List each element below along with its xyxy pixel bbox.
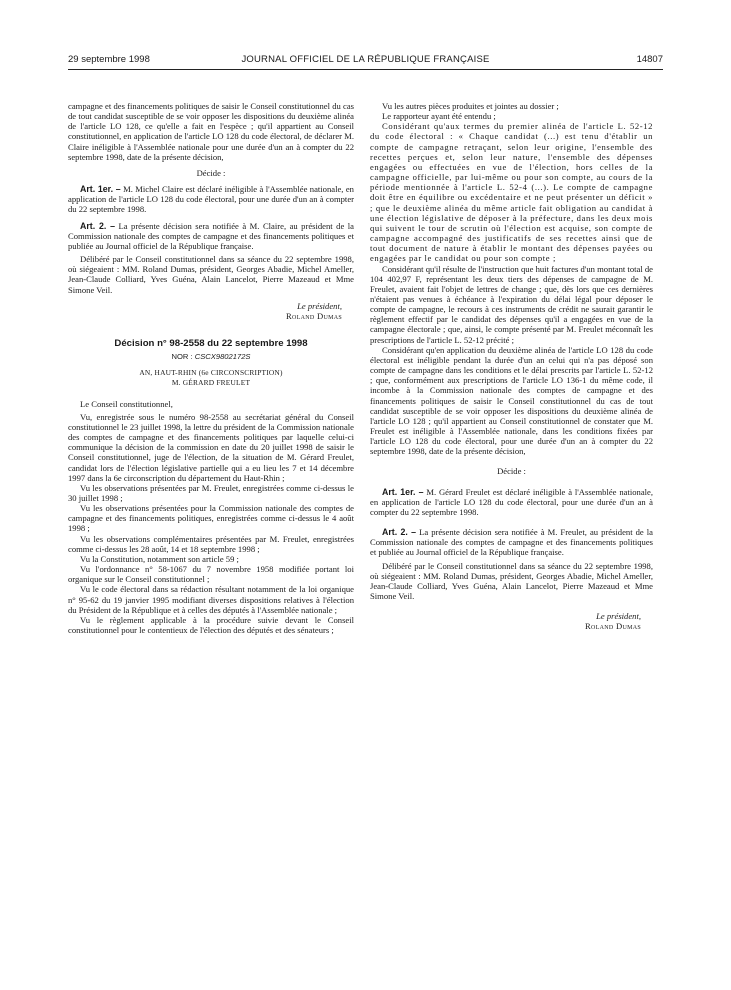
visa-paragraph: Vu la Constitution, notamment son article 59 ; (80, 553, 239, 564)
conseil-heading: Le Conseil constitutionnel, (80, 398, 173, 409)
article-label: Art. 2. – (382, 527, 417, 538)
article-2 (68, 221, 354, 251)
considerant-paragraph: Considérant qu'aux termes du premier alinéa de l'article L. 52-12 du code électoral : « Chaque candidat (...) est tenu d'établir un compte de campagne retraçant, selon leur origine, l'ensemble des recettes perçues et, selon leur nature, l'ensemble des dépenses engagées ou effectuées en vue de l'élection, hors celles de la campagne officielle, par lui-même ou pour son compte, au cours de la période mentionnée à l'article L. 52-4 (...). Le compte de campagne doit être en équilibre ou excédentaire et ne peut présenter un déficit » ; que le deuxième alinéa du même article fait obligation au candidat à une élection législative de déposer à la préfecture, dans les deux mois qui suivent le tour de scrutin où l'élection est acquise, son compte de campagne accompagné des justificatifs de ses recettes ainsi que de tout document de nature à établir le montant des dépenses payées ou engagées par le candidat ou pour son compte ; (370, 121, 653, 264)
signature-name: Roland Dumas (584, 621, 641, 632)
article-label: Art. 1er. – (382, 486, 424, 497)
rapporteur-line: Le rapporteur ayant été entendu ; (382, 111, 496, 122)
header-date: 29 septembre 1998 (68, 54, 150, 65)
considerant-paragraph: Considérant qu'il résulte de l'instruction que huit factures d'un montant total de 104 402,97 F, représentant les deux tiers des dépenses de campagne de M. Freulet, avaient fait l'objet de lettres de change ; que, dès lors que ces dernières n'étaient pas venues à échéance à l'expiration du délai légal pour déposer le compte de campagne, le recours à ces instruments de crédit ne saurait garantir le règlement effectif par le candidat des dépenses qu'il a engagées en vue de la campagne électorale ; que, ainsi, le compte présenté par M. Freulet méconnaît les prescriptions de l'article L. 52-12 précité ; (370, 263, 653, 345)
article-text: M. Michel Claire est déclaré inéligible à l'Assemblée nationale, en application de l'article LO 128 du code électoral, pour une durée d'un an à compter du 22 septembre 1998. (68, 184, 354, 215)
nor-label: NOR : (171, 352, 193, 362)
article-1 (68, 184, 354, 214)
signature-name: Roland Dumas (285, 310, 342, 321)
candidate-name: M. GÉRARD FREULET (171, 378, 251, 388)
visa-paragraph: Vu les autres pièces produites et jointes au dossier ; (382, 101, 559, 111)
deliberation: Délibéré par le Conseil constitutionnel dans sa séance du 22 septembre 1998, où siégeaient : MM. Roland Dumas, président, Georges Abadie, Michel Ameller, Jean-Claude Colliard, Yves Guéna, Alain Lancelot, Pierre Mazeaud et Mme Simone Veil. (68, 254, 354, 295)
article-label: Art. 1er. – (80, 184, 121, 195)
article-text: La présente décision sera notifiée à M. Freulet, au président de la Commission nationale des comptes de campagne et des financements politiques et publiée au Journal officiel de la République française. (370, 527, 653, 558)
constituency: AN, HAUT-RHIN (6e CIRCONSCRIPTION) (139, 368, 283, 378)
journal-title: JOURNAL OFFICIEL DE LA RÉPUBLIQUE FRANÇAISE (241, 54, 490, 65)
header-rule (68, 69, 663, 70)
visa-paragraph: Vu le code électoral dans sa rédaction résultant notamment de la loi organique n° 95-62 du 19 janvier 1995 modifiant diverses dispositions relatives à l'élection du Président de la République et à celles des députés à l'Assemblée nationale ; (68, 584, 354, 615)
considerant-paragraph: Considérant qu'en application du deuxième alinéa de l'article LO 128 du code électoral est inéligible pendant la durée d'un an celui qui n'a pas déposé son compte de campagne dans les conditions et le délai prescrits par l'article L. 52-12 ; que, conformément aux prescriptions de l'article LO 136-1 du même code, il incombe à la Commission nationale des comptes de campagne et des financements politiques de saisir le Conseil constitutionnel du cas de tout candidat susceptible de se voir opposer les dispositions du deuxième alinéa de l'article LO 128 ; qu'il appartient au Conseil constitutionnel de constater que M. Freulet est inéligible à l'Assemblée nationale, dans les conditions fixées par l'article LO 128 du code électoral, pour une durée d'un an à compter du 22 septembre 1998, date de la présente décision, (370, 344, 653, 457)
decide-heading: Décide : (196, 167, 226, 178)
nor-code: CSCX9802172S (194, 352, 251, 362)
article-1 (370, 487, 653, 517)
article-text: M. Gérard Freulet est déclaré inéligible à l'Assemblée nationale, en application de l'article LO 128 du code électoral, pour une durée d'un an à compter du 22 septembre 1998. (370, 486, 653, 517)
right-column (370, 101, 653, 632)
signature-title: Le président, (596, 611, 641, 622)
decide-heading: Décide : (497, 466, 526, 477)
visa-paragraph: Vu, enregistrée sous le numéro 98-2558 au secrétariat général du Conseil constitutionnel le 23 juillet 1998, la lettre du président de la Commission nationale des comptes de campagne et des financements politiques par laquelle celui-ci communique la décision de la commission en date du 20 juillet 1998 de saisir le Conseil constitutionnel, juge de l'élection, de la situation de M. Gérard Freulet, candidat lors de l'élection législative partielle qui a eu lieu les 7 et 14 décembre 1997 dans la 6e circonscription du département du Haut-Rhin ; (68, 411, 354, 483)
visa-paragraph: Vu le règlement applicable à la procédure suivie devant le Conseil constitutionnel pour le contentieux de l'élection des députés et des sénateurs ; (68, 614, 354, 636)
visa-paragraph: Vu les observations présentées pour la Commission nationale des comptes de campagne et des financements politiques, enregistrées comme ci-dessus le 4 août 1998 ; (68, 503, 354, 534)
page-number: 14807 (636, 54, 663, 65)
visa-paragraph: Vu les observations complémentaires présentées par M. Freulet, enregistrées comme ci-dessus les 28 août, 14 et 18 septembre 1998 ; (68, 533, 354, 554)
page-header (68, 54, 663, 68)
visa-paragraph: Vu les observations présentées par M. Freulet, enregistrées comme ci-dessus le 30 juillet 1998 ; (68, 482, 354, 503)
article-2 (370, 527, 653, 557)
article-text: La présente décision sera notifiée à M. Claire, au président de la Commission nationale des comptes de campagne et des financements politiques et publiée au Journal officiel de la République française. (68, 220, 354, 251)
signature-title: Le président, (297, 300, 342, 311)
nor-reference (68, 352, 354, 362)
left-column (68, 101, 354, 635)
visa-paragraph: Vu l'ordonnance n° 58-1067 du 7 novembre 1958 modifiée portant loi organique sur le Conseil constitutionnel ; (68, 564, 354, 585)
decision-title: Décision n° 98-2558 du 22 septembre 1998 (114, 337, 308, 349)
article-label: Art. 2. – (80, 220, 115, 231)
deliberation: Délibéré par le Conseil constitutionnel dans sa séance du 22 septembre 1998, où siégeaient : MM. Roland Dumas, président, Georges Abadie, Michel Ameller, Jean-Claude Colliard, Yves Guéna, Alain Lancelot, Pierre Mazeaud et Mme Simone Veil. (370, 560, 653, 602)
decision-continuation: campagne et des financements politiques de saisir le Conseil constitutionnel du cas de tout candidat susceptible de se voir opposer les dispositions du deuxième alinéa de l'article LO 128, ce qu'elle a fait en l'espèce ; qu'il appartient au Conseil constitutionnel, en application de l'article LO 128 du code électoral, de déclarer M. Claire inéligible à l'Assemblée nationale pour une durée d'un an à compter du 22 septembre 1998, date de la présente décision, (68, 101, 354, 162)
